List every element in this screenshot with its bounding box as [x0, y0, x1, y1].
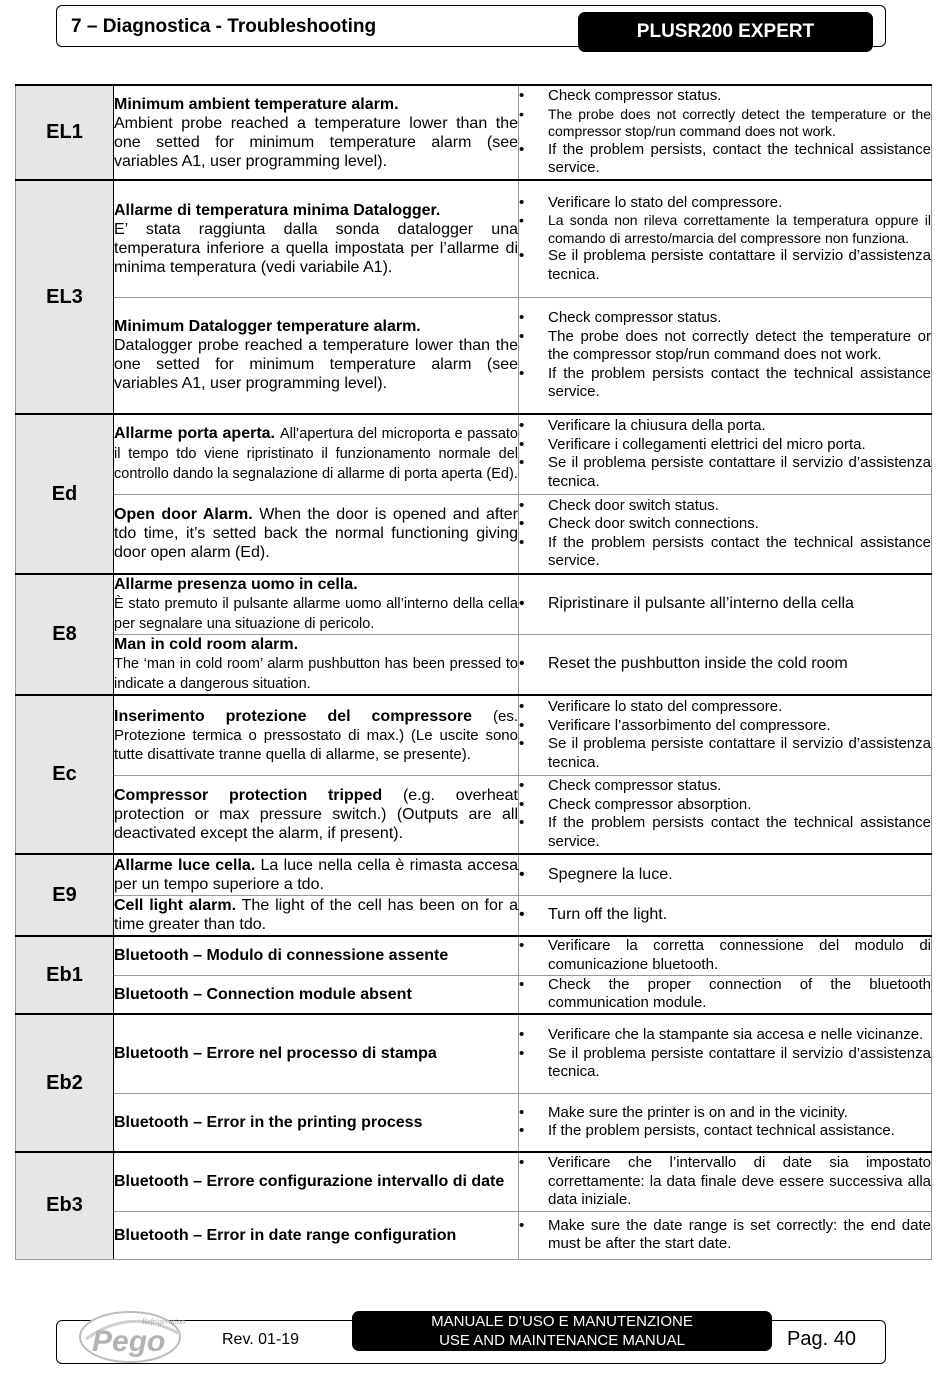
alarm-title: Minimum ambient temperature alarm. [114, 95, 399, 113]
error-code: EL3 [16, 180, 114, 414]
alarm-title: Allarme luce cella. [114, 856, 256, 874]
alarm-title: Bluetooth – Error in the printing process [114, 1113, 423, 1131]
alarm-title: Bluetooth – Errore nel processo di stampa [114, 1045, 437, 1063]
action-item: • Verificare che la stampante sia accesa e nelle vicinanze. [519, 1026, 931, 1045]
action-item: • The probe does not correctly detect the temperature or the compressor stop/run command does not work. [519, 106, 931, 141]
manual-title-it: MANUALE D’USO E MANUTENZIONE [431, 1313, 693, 1330]
alarm-title: Cell light alarm. [114, 897, 237, 915]
action-list [519, 695, 932, 775]
alarm-title: Allarme porta aperta. [114, 425, 276, 443]
logo-wordmark: Pego [92, 1325, 166, 1358]
alarm-description [114, 85, 519, 180]
table-row [16, 574, 932, 635]
alarm-title: Open door Alarm. [114, 506, 253, 524]
alarm-text: The ‘man in cold room’ alarm pushbutton has been pressed to indicate a dangerous situation. [114, 656, 518, 692]
action-item: • Se il problema persiste contattare il servizio d’assistenza tecnica. [519, 1045, 931, 1082]
troubleshooting-table [15, 84, 932, 1260]
action-list [519, 975, 932, 1014]
table-row [16, 1211, 932, 1259]
alarm-title: Inserimento protezione del compressore [114, 707, 473, 725]
alarm-title: Allarme di temperatura minima Datalogger. [114, 201, 441, 219]
action-list [519, 1093, 932, 1152]
alarm-text: Ambient probe reached a temperature lower than the one setted for minimum temperature alarm (see variables A1, user programming level). [114, 114, 518, 170]
action-list [519, 635, 932, 696]
action-item: • If the problem persists contact the technical assistance service. [519, 814, 931, 851]
error-code: Ed [16, 414, 114, 574]
action-item: • Check compressor status. [519, 87, 931, 106]
action-list [519, 854, 932, 895]
action-item: • Check the proper connection of the bluetooth communication module. [519, 976, 931, 1013]
page-title: 7 – Diagnostica - Troubleshooting [71, 16, 377, 37]
error-code: Ec [16, 695, 114, 854]
action-item: • Check door switch connections. [519, 515, 931, 534]
alarm-title: Bluetooth – Connection module absent [114, 985, 412, 1003]
alarm-description [114, 775, 519, 854]
error-code: Eb2 [16, 1014, 114, 1152]
action-item: • Se il problema persiste contattare il servizio d’assistenza tecnica. [519, 735, 931, 772]
action-list [519, 297, 932, 414]
manual-badge [352, 1311, 772, 1351]
alarm-description [114, 854, 519, 895]
action-item: • Verificare lo stato del compressore. [519, 194, 931, 213]
action-item: • Se il problema persiste contattare il servizio d’assistenza tecnica. [519, 454, 931, 491]
table-row [16, 414, 932, 494]
action-item: • If the problem persists contact the technical assistance service. [519, 534, 931, 571]
action-item: • Make sure the date range is set correctly: the end date must be after the start date. [519, 1217, 931, 1254]
action-list [519, 1211, 932, 1259]
error-code: E9 [16, 854, 114, 936]
action-item: • Reset the pushbutton inside the cold room [519, 655, 931, 674]
model-badge: PLUSR200 EXPERT [578, 12, 873, 52]
alarm-description [114, 297, 519, 414]
alarm-title: Man in cold room alarm. [114, 636, 299, 653]
table-row [16, 895, 932, 936]
alarm-text: (e.g. overheat protection or max pressure switch.) (Outputs are all deactivated except the alarm, if present). [114, 786, 519, 842]
action-item: • Se il problema persiste contattare il servizio d’assistenza tecnica. [519, 247, 931, 284]
alarm-text: (es. Protezione termica o pressostato di max.) (Le uscite sono tutte disattivate tranne quella di allarme, se presente). [114, 707, 518, 763]
action-item: • Verificare la chiusura della porta. [519, 417, 931, 436]
error-code: E8 [16, 574, 114, 695]
table-row [16, 85, 932, 180]
pego-logo [78, 1303, 188, 1365]
error-code: EL1 [16, 85, 114, 180]
alarm-description [114, 1014, 519, 1093]
alarm-title: Minimum Datalogger temperature alarm. [114, 318, 421, 336]
action-item: • Verificare i collegamenti elettrici del micro porta. [519, 436, 931, 455]
action-list [519, 180, 932, 297]
action-item: • If the problem persists, contact technical assistance. [519, 1122, 931, 1141]
alarm-description [114, 180, 519, 297]
action-list [519, 1014, 932, 1093]
action-item: • Check compressor status. [519, 309, 931, 328]
action-list [519, 414, 932, 494]
alarm-text: The light of the cell has been on for a time greater than tdo. [114, 897, 519, 934]
alarm-description [114, 895, 519, 936]
action-item: • Check compressor status. [519, 777, 931, 796]
action-list [519, 775, 932, 854]
action-item: • Make sure the printer is on and in the vicinity. [519, 1104, 931, 1123]
alarm-text: La luce nella cella è rimasta accesa per un tempo superiore a tdo. [114, 856, 518, 893]
alarm-description [114, 494, 519, 574]
action-list [519, 85, 932, 180]
table-row [16, 1093, 932, 1152]
table-row [16, 775, 932, 854]
action-list [519, 1152, 932, 1211]
alarm-title: Bluetooth – Modulo di connessione assente [114, 947, 449, 965]
alarm-text: E’ stata raggiunta dalla sonda datalogger una temperatura inferiore a quella impostata per l’allarme di minima temperatura (vedi variabile A1). [114, 220, 518, 276]
alarm-text: All’apertura del microporta e passato il tempo tdo viene ripristinato il funzionamento normale del controllo dando la segnalazione di allarme di porta aperta (Ed). [114, 426, 518, 483]
alarm-description [114, 414, 519, 494]
action-list [519, 494, 932, 574]
table-row [16, 695, 932, 775]
action-item: • Turn off the light. [519, 906, 931, 925]
table-row [16, 1152, 932, 1211]
alarm-description [114, 1152, 519, 1211]
alarm-description [114, 1211, 519, 1259]
action-item: • If the problem persists contact the technical assistance service. [519, 365, 931, 402]
alarm-title: Bluetooth – Error in date range configuration [114, 1226, 457, 1244]
action-item: • Verificare che l’intervallo di date sia impostato correttamente: la data finale deve essere successiva alla data iniziale. [519, 1154, 931, 1210]
action-item: • Ripristinare il pulsante all’interno della cella [519, 595, 931, 614]
alarm-description [114, 1093, 519, 1152]
table-row [16, 297, 932, 414]
table-row [16, 494, 932, 574]
alarm-text: Datalogger probe reached a temperature lower than the one setted for minimum temperature alarm (see variables A1, user programming level). [114, 337, 518, 393]
error-code: Eb1 [16, 936, 114, 1014]
alarm-description [114, 936, 519, 975]
table-row [16, 936, 932, 975]
action-item: • If the problem persists, contact the technical assistance service. [519, 141, 931, 178]
revision-label: Rev. 01-19 [222, 1331, 300, 1348]
alarm-description [114, 635, 519, 696]
alarm-text: When the door is opened and after tdo time, it’s setted back the normal functioning giving door open alarm (Ed). [114, 506, 518, 562]
action-list [519, 895, 932, 936]
action-item: • Check compressor absorption. [519, 796, 931, 815]
logo-tagline: Refrigeration [142, 1317, 186, 1326]
alarm-title: Bluetooth – Errore configurazione intervallo di date [114, 1173, 505, 1191]
table-row [16, 180, 932, 297]
alarm-title: Allarme presenza uomo in cella. [114, 576, 358, 593]
alarm-title: Compressor protection tripped [114, 786, 383, 804]
table-row [16, 635, 932, 696]
table-row [16, 854, 932, 895]
table-row [16, 1014, 932, 1093]
page-number: Pag. 40 [787, 1328, 856, 1350]
alarm-description [114, 574, 519, 635]
action-item: • Verificare lo stato del compressore. [519, 698, 931, 717]
action-item: • Verificare la corretta connessione del modulo di comunicazione bluetooth. [519, 937, 931, 974]
action-item: • Check door switch status. [519, 497, 931, 516]
alarm-description [114, 975, 519, 1014]
alarm-description [114, 695, 519, 775]
error-code: Eb3 [16, 1152, 114, 1259]
alarm-text: È stato premuto il pulsante allarme uomo all’interno della cella per segnalare una situazione di pericolo. [114, 596, 518, 632]
action-list [519, 574, 932, 635]
action-item: • The probe does not correctly detect the temperature or the compressor stop/run command does not work. [519, 328, 931, 365]
action-item: • Verificare l’assorbimento del compressore. [519, 717, 931, 736]
action-item: • Spegnere la luce. [519, 866, 931, 885]
table-row [16, 975, 932, 1014]
action-list [519, 936, 932, 975]
manual-title-en: USE AND MAINTENANCE MANUAL [439, 1332, 685, 1349]
action-item: • La sonda non rileva correttamente la temperatura oppure il comando di arresto/marcia del compressore non funziona. [519, 212, 931, 247]
